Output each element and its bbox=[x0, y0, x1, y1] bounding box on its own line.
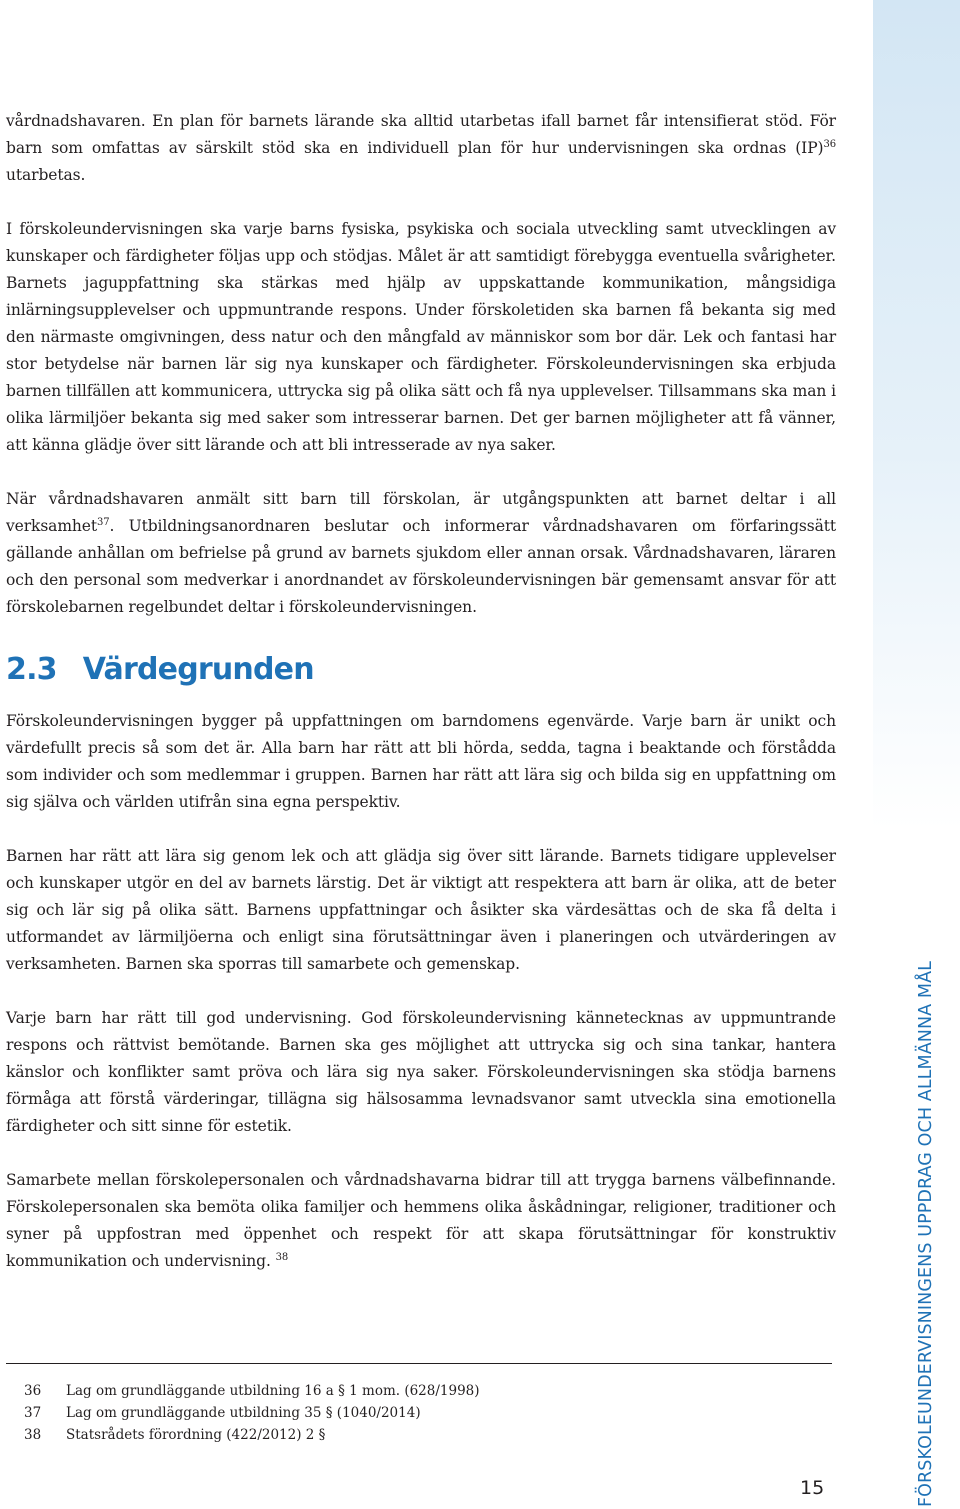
footnote-36: 36 Lag om grundläggande utbildning 16 a § 1 mom. (628/1998) bbox=[24, 1383, 480, 1399]
paragraph-4: Förskoleundervisningen bygger på uppfattningen om barndomens egenvärde. Varje barn är unikt och värdefullt precis så som det är. Alla barn har rätt att bli hörda, sedda, tagna i beaktande och förstådda som individer och som medlemmar i gruppen. Barnen har rätt att lära sig och bilda sig en uppfattning om sig själva och världen utifrån sina egna perspektiv. bbox=[6, 712, 836, 811]
paragraph-3: När vårdnadshavaren anmält sitt barn till förskolan, är utgångspunkten att barnet deltar i all verksamhet$^{37}$. Utbildningsanordnaren beslutar och informerar vårdnadshavaren om förfaringssätt gällande anhållan om befrielse på grund av barnets sjukdom eller annan orsak. Vårdnadshavaren, läraren och den personal som medverkar i anordnandet av förskoleundervisningen bär gemensamt ansvar för att förskolebarnen regelbundet deltar i förskoleundervisningen. bbox=[6, 490, 836, 616]
footnote-ref-36[interactable]: 36 bbox=[823, 139, 836, 150]
body-text bbox=[6, 108, 836, 1302]
page-number: 15 bbox=[800, 1477, 825, 1499]
footnote-divider bbox=[6, 1363, 832, 1364]
paragraph-5: Barnen har rätt att lära sig genom lek och att glädja sig över sitt lärande. Barnets tidigare upplevelser och kunskaper utgör en del av barnets lärstig. Det är viktigt att respektera att barn är olika, att de beter sig och lär sig på olika sätt. Barnens uppfattningar och åsikter ska värdesättas och de ska få delta i utformandet av lärmiljöerna och enligt sina förutsättningar även i planeringen och utvärderingen av verksamheten. Barnen ska sporras till samarbete och gemenskap. bbox=[6, 847, 836, 973]
footnotes bbox=[24, 1380, 824, 1446]
section-heading bbox=[6, 648, 836, 692]
section-number: 2.3 bbox=[6, 652, 57, 687]
paragraph-7: Samarbete mellan förskolepersonalen och vårdnadshavarna bidrar till att trygga barnens välbefinnande. Förskolepersonalen ska bemöta olika familjer och hemmens olika åskådningar, religioner, traditioner och syner på uppfostran med öppenhet och respekt för att skapa förutsättningar för konstruktiv kommunikation och undervisning. $^{38}$ bbox=[6, 1171, 836, 1270]
paragraph-6: Varje barn har rätt till god undervisning. God förskoleundervisning kännetecknas av uppmuntrande respons och rättvist bemötande. Barnen ska ges möjlighet att uttrycka sig och sina tankar, hantera känslor och konflikter samt pröva och lära sig nya saker. Förskoleundervisningen ska stödja barnens förmåga att förstå värderingar, tillägna sig hälsosamma levnadsvanor samt utveckla sina emotionella färdigheter och sitt sinne för estetik. bbox=[6, 1009, 836, 1135]
paragraph-2: I förskoleundervisningen ska varje barns fysiska, psykiska och sociala utveckling samt utvecklingen av kunskaper och färdigheter följas upp och stödjas. Målet är att samtidigt förebygga eventuella svårigheter. Barnets jaguppfattning ska stärkas med hjälp av uppskattande kommunikation, mångsidiga inlärningsupplevelser och uppmuntrande respons. Under förskoletiden ska barnen få bekanta sig med den närmaste omgivningen, dess natur och den mångfald av människor som bor där. Lek och fantasi har stor betydelse när barnen lär sig nya kunskaper och färdigheter. Förskoleundervisningen ska erbjuda barnen tillfällen att kommunicera, uttrycka sig på olika sätt och få nya upplevelser. Tillsammans ska man i olika lärmiljöer bekanta sig med saker som intresserar barnen. Det ger barnen möjligheter att få vänner, att känna glädje över sitt lärande och att bli intresserade av nya saker. bbox=[6, 220, 836, 454]
footnote-37: 37 Lag om grundläggande utbildning 35 § (1040/2014) bbox=[24, 1405, 421, 1421]
footnote-ref-37[interactable]: 37 bbox=[97, 517, 110, 528]
paragraph-1: vårdnadshavaren. En plan för barnets lärande ska alltid utarbetas ifall barnet får intensifierat stöd. För barn som omfattas av särskilt stöd ska en individuell plan för hur undervisningen ska ordnas (IP)$^{36}$ utarbetas. bbox=[6, 112, 836, 184]
section-title: Värdegrunden bbox=[82, 652, 314, 687]
side-title: FÖRSKOLEUNDERVISNINGENS UPPDRAG OCH ALLMÄNNA MÅL bbox=[916, 960, 936, 1507]
footnote-ref-38[interactable]: 38 bbox=[275, 1252, 289, 1263]
footnote-38: 38 Statsrådets förordning (422/2012) 2 § bbox=[24, 1427, 326, 1443]
